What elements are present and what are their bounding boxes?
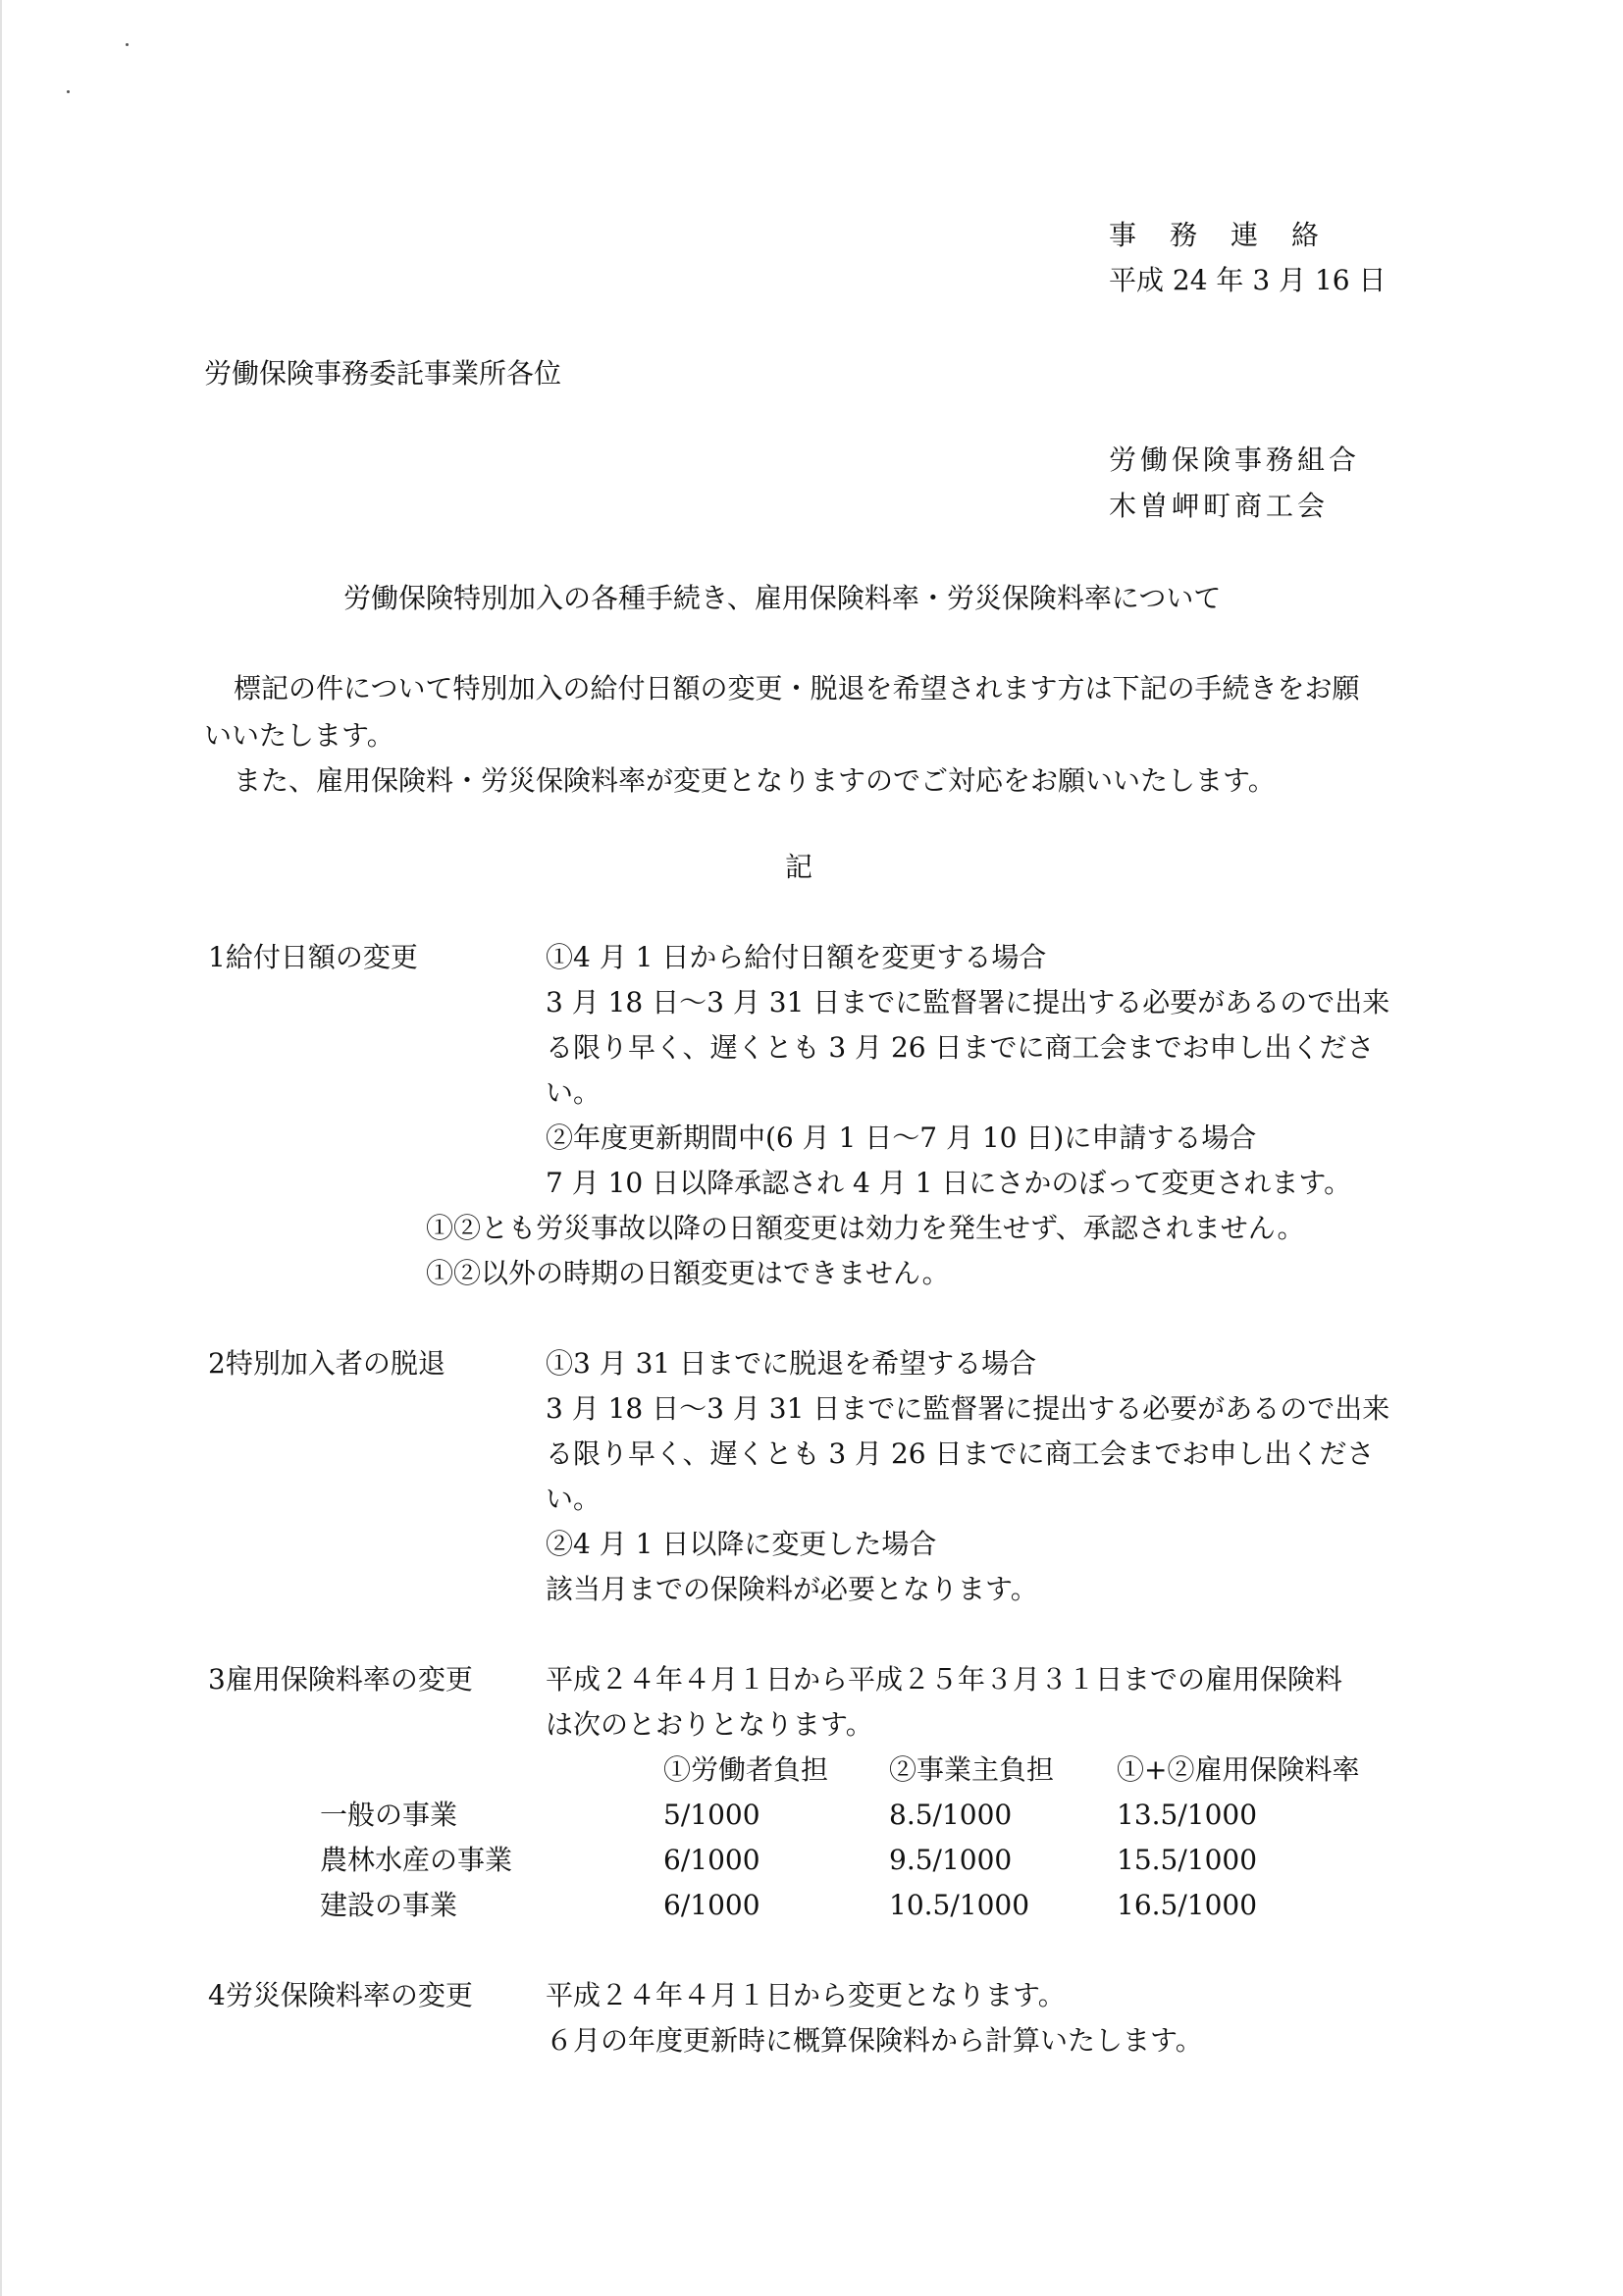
table-cell: 13.5/1000 xyxy=(1117,1799,1258,1831)
table-cell: 8.5/1000 xyxy=(889,1799,1013,1831)
table-cell: 15.5/1000 xyxy=(1117,1844,1258,1876)
table-cell: 9.5/1000 xyxy=(889,1844,1013,1876)
table-cell: 6/1000 xyxy=(663,1889,760,1921)
sender-line2: 木曽岬町商工会 xyxy=(1109,490,1330,522)
section1-note: ①②とも労災事故以降の日額変更は効力を発生せず、承認されません。 xyxy=(426,1212,1305,1244)
section3-line: 平成２４年４月１日から平成２５年３月３１日までの雇用保険料 xyxy=(546,1663,1343,1696)
doc-type: 事務連絡 xyxy=(1109,219,1353,251)
ki-mark: 記 xyxy=(785,851,813,883)
section3-line: は次のとおりとなります。 xyxy=(546,1708,873,1741)
section2-heading: 2特別加入者の脱退 xyxy=(208,1347,445,1380)
intro-line2: いいたします。 xyxy=(204,719,394,752)
section3-heading: 3雇用保険料率の変更 xyxy=(208,1663,473,1696)
table-header-total: ①+②雇用保険料率 xyxy=(1117,1753,1360,1786)
section1-line: ①4 月 1 日から給付日額を変更する場合 xyxy=(546,941,1047,973)
sender-line1: 労働保険事務組合 xyxy=(1109,444,1361,476)
scan-edge xyxy=(0,0,2,2296)
section1-heading: 1給付日額の変更 xyxy=(208,941,418,973)
intro-line3: また、雇用保険料・労災保険料率が変更となりますのでご対応をお願いいたします。 xyxy=(234,764,1276,797)
table-header-worker: ①労働者負担 xyxy=(663,1753,829,1786)
table-cell: 16.5/1000 xyxy=(1117,1889,1258,1921)
table-header-employer: ②事業主負担 xyxy=(889,1753,1055,1786)
section2-line: い。 xyxy=(546,1483,602,1515)
section2-line: 該当月までの保険料が必要となります。 xyxy=(546,1573,1038,1605)
section1-line: 7 月 10 日以降承認され 4 月 1 日にさかのぼって変更されます。 xyxy=(546,1167,1352,1199)
scan-speck xyxy=(67,90,70,93)
section2-line: ②4 月 1 日以降に変更した場合 xyxy=(546,1528,937,1560)
table-cell: 5/1000 xyxy=(663,1799,760,1831)
table-row-label: 一般の事業 xyxy=(320,1799,458,1831)
table-row-label: 農林水産の事業 xyxy=(320,1844,513,1876)
table-cell: 6/1000 xyxy=(663,1844,760,1876)
recipient: 労働保険事務委託事業所各位 xyxy=(204,357,562,390)
doc-date: 平成 24 年 3 月 16 日 xyxy=(1109,264,1387,296)
section1-line: い。 xyxy=(546,1076,602,1109)
section4-heading: 4労災保険料率の変更 xyxy=(208,1979,473,2011)
section1-line: る限り早く、遅くとも 3 月 26 日までに商工会までお申し出くださ xyxy=(546,1031,1375,1064)
section1-line: 3 月 18 日〜3 月 31 日までに監督署に提出する必要があるので出来 xyxy=(546,986,1390,1018)
section1-note: ①②以外の時期の日額変更はできません。 xyxy=(426,1257,950,1289)
section2-line: ①3 月 31 日までに脱退を希望する場合 xyxy=(546,1347,1037,1380)
table-cell: 10.5/1000 xyxy=(889,1889,1030,1921)
document-title: 労働保険特別加入の各種手続き、雇用保険料率・労災保険料率について xyxy=(343,582,1222,614)
scan-speck xyxy=(126,43,129,46)
section4-line: 平成２４年４月１日から変更となります。 xyxy=(546,1979,1066,2011)
intro-line1: 標記の件について特別加入の給付日額の変更・脱退を希望されます方は下記の手続きをお願 xyxy=(234,672,1360,704)
section1-line: ②年度更新期間中(6 月 1 日〜7 月 10 日)に申請する場合 xyxy=(546,1122,1257,1154)
section2-line: る限り早く、遅くとも 3 月 26 日までに商工会までお申し出くださ xyxy=(546,1437,1375,1470)
section4-line: ６月の年度更新時に概算保険料から計算いたします。 xyxy=(546,2024,1203,2057)
section2-line: 3 月 18 日〜3 月 31 日までに監督署に提出する必要があるので出来 xyxy=(546,1392,1390,1425)
table-row-label: 建設の事業 xyxy=(320,1889,458,1921)
